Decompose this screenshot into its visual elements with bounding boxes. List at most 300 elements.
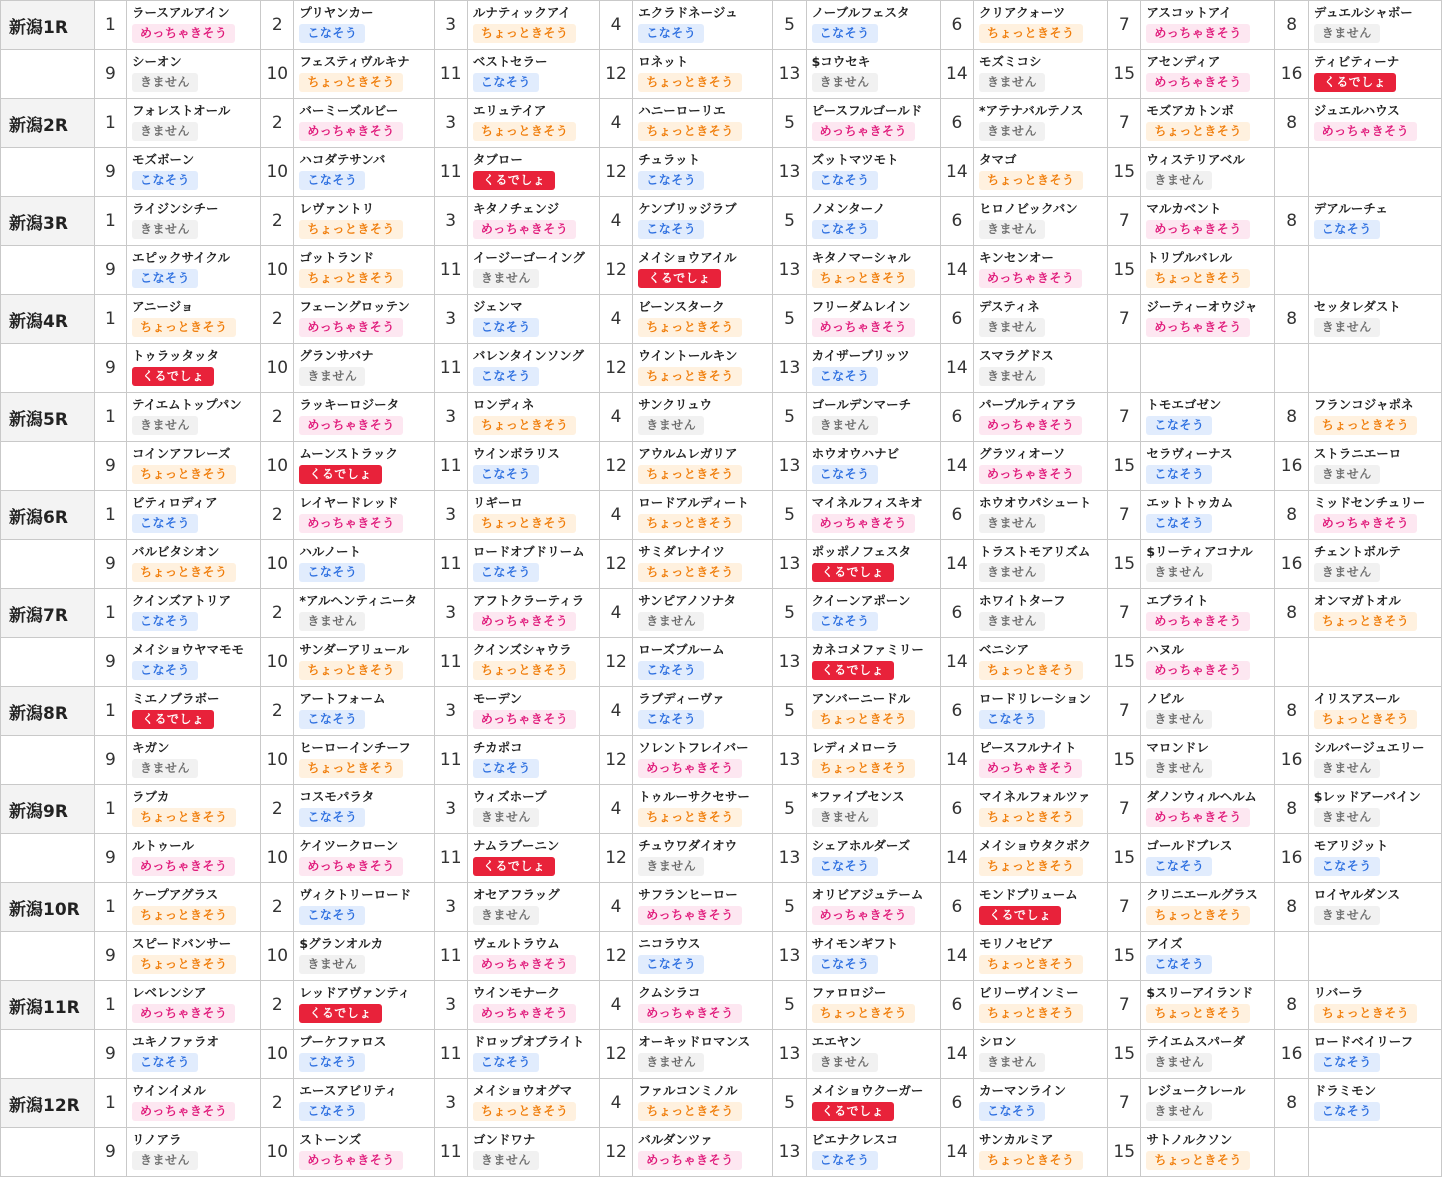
chotto-kisou-badge: ちょっときそう	[979, 171, 1083, 190]
horse-name: ユキノファラオ	[132, 1034, 220, 1049]
horse-cell	[806, 785, 940, 834]
horse-cell	[806, 1079, 940, 1128]
race-name: 新潟10R	[1, 883, 95, 932]
horse-cell	[973, 197, 1107, 246]
meccha-kisou-badge: めっちゃきそう	[638, 1151, 741, 1170]
race-row	[1, 148, 1442, 197]
chotto-kisou-badge: ちょっときそう	[812, 710, 916, 729]
kimasen-badge: きません	[979, 612, 1045, 631]
horse-number: 4	[599, 1079, 632, 1128]
kimasen-badge: きません	[132, 122, 198, 141]
race-name-blank	[1, 736, 95, 785]
horse-number: 14	[940, 834, 973, 883]
horse-cell	[806, 197, 940, 246]
horse-cell	[1308, 736, 1441, 785]
horse-name: デスティネ	[978, 299, 1040, 314]
chotto-kisou-badge: ちょっときそう	[638, 563, 742, 582]
horse-number: 3	[434, 393, 467, 442]
horse-cell	[467, 99, 599, 148]
horse-name: ハニーローリエ	[638, 103, 726, 118]
horse-name: ゴールデンマーチ	[811, 397, 912, 412]
chotto-kisou-badge: ちょっときそう	[1314, 416, 1418, 435]
konasou-badge: こなそう	[299, 563, 365, 582]
horse-cell	[806, 589, 940, 638]
meccha-kisou-badge: めっちゃきそう	[979, 759, 1082, 778]
horse-cell	[294, 393, 434, 442]
race-row	[1, 50, 1442, 99]
kimasen-badge: きません	[1146, 1053, 1212, 1072]
konasou-badge: こなそう	[473, 318, 539, 337]
race-row	[1, 1079, 1442, 1128]
horse-number: 9	[94, 1128, 126, 1177]
horse-name: ファロロジー	[811, 985, 887, 1000]
chotto-kisou-badge: ちょっときそう	[473, 24, 577, 43]
chotto-kisou-badge: ちょっときそう	[979, 808, 1083, 827]
horse-number: 3	[434, 687, 467, 736]
horse-number: 3	[434, 1, 467, 50]
kurudesho-badge: くるでしょ	[1314, 73, 1396, 92]
horse-name: ロンディネ	[472, 397, 535, 412]
horse-cell	[294, 589, 434, 638]
kimasen-badge: きません	[812, 73, 878, 92]
konasou-badge: こなそう	[979, 710, 1045, 729]
horse-name: チュラット	[638, 152, 701, 167]
horse-name: ブーケファロス	[299, 1034, 387, 1049]
horse-name: エクラドネージュ	[638, 5, 738, 20]
horse-name: デュエルシャボー	[1313, 5, 1413, 20]
horse-number: 1	[94, 785, 126, 834]
chotto-kisou-badge: ちょっときそう	[299, 661, 403, 680]
horse-number: 14	[940, 344, 973, 393]
horse-number: 13	[773, 344, 806, 393]
horse-number: 12	[599, 442, 632, 491]
chotto-kisou-badge: ちょっときそう	[1314, 710, 1418, 729]
horse-number: 10	[261, 50, 294, 99]
horse-number: 9	[94, 148, 126, 197]
horse-number: 8	[1275, 687, 1308, 736]
horse-name: セッタレダスト	[1313, 299, 1401, 314]
konasou-badge: こなそう	[473, 759, 539, 778]
race-row	[1, 834, 1442, 883]
horse-number	[1275, 148, 1308, 197]
horse-cell	[127, 1128, 261, 1177]
race-name: 新潟3R	[1, 197, 95, 246]
horse-name: $リーティアコナル	[1146, 544, 1253, 559]
horse-name: クリニエールグラス	[1146, 887, 1258, 902]
horse-name: ヒロノビックバン	[978, 201, 1078, 216]
horse-number: 5	[773, 589, 806, 638]
race-name-blank	[1, 148, 95, 197]
meccha-kisou-badge: めっちゃきそう	[812, 514, 915, 533]
horse-cell	[633, 197, 773, 246]
horse-number: 14	[940, 1030, 973, 1079]
horse-number: 11	[434, 932, 467, 981]
horse-cell	[633, 540, 773, 589]
horse-number: 6	[940, 295, 973, 344]
horse-cell	[467, 589, 599, 638]
horse-name: ベストセラー	[472, 54, 548, 69]
horse-cell	[127, 785, 261, 834]
chotto-kisou-badge: ちょっときそう	[638, 367, 742, 386]
horse-cell	[1141, 785, 1275, 834]
horse-name: レイヤードレッド	[299, 495, 399, 510]
horse-name: ミエノブラボー	[132, 691, 220, 706]
chotto-kisou-badge: ちょっときそう	[979, 1004, 1083, 1023]
horse-number: 14	[940, 736, 973, 785]
horse-cell	[467, 1079, 599, 1128]
horse-cell	[633, 1128, 773, 1177]
horse-cell	[1308, 785, 1441, 834]
horse-cell	[1308, 295, 1441, 344]
horse-number: 1	[94, 491, 126, 540]
horse-cell	[973, 638, 1107, 687]
horse-number: 13	[773, 50, 806, 99]
race-row	[1, 932, 1442, 981]
konasou-badge: こなそう	[132, 1053, 198, 1072]
konasou-badge: こなそう	[812, 220, 878, 239]
horse-name: メイショウアイル	[638, 250, 737, 265]
horse-number: 3	[434, 883, 467, 932]
horse-number: 1	[94, 1079, 126, 1128]
horse-number: 6	[940, 197, 973, 246]
horse-cell	[806, 883, 940, 932]
horse-name: ノビル	[1146, 691, 1184, 706]
horse-name: バルダンツァ	[638, 1132, 713, 1147]
horse-name: リギーロ	[472, 495, 523, 510]
horse-cell	[633, 834, 773, 883]
race-name-blank	[1, 246, 95, 295]
horse-name: リバーラ	[1313, 985, 1364, 1000]
horse-number: 3	[434, 1079, 467, 1128]
horse-name: ローズブルーム	[638, 642, 725, 657]
chotto-kisou-badge: ちょっときそう	[638, 808, 742, 827]
horse-cell	[127, 540, 261, 589]
horse-number: 10	[261, 246, 294, 295]
horse-name: ニコラウス	[638, 936, 701, 951]
race-name: 新潟5R	[1, 393, 95, 442]
horse-number: 1	[94, 393, 126, 442]
horse-cell	[1141, 1030, 1275, 1079]
horse-number: 7	[1108, 589, 1141, 638]
horse-name: イージーゴーイング	[472, 250, 585, 265]
horse-number: 4	[599, 393, 632, 442]
horse-name: マロンドレ	[1146, 740, 1209, 755]
horse-name: クインズシャウラ	[472, 642, 572, 657]
meccha-kisou-badge: めっちゃきそう	[132, 24, 235, 43]
horse-cell	[1141, 981, 1275, 1030]
horse-name: メイショウクーガー	[811, 1083, 924, 1098]
konasou-badge: こなそう	[812, 857, 878, 876]
horse-number: 10	[261, 736, 294, 785]
horse-name: デアルーチェ	[1313, 201, 1388, 216]
horse-number: 2	[261, 785, 294, 834]
horse-number: 5	[773, 785, 806, 834]
horse-number: 15	[1108, 50, 1141, 99]
horse-name: $グランオルカ	[299, 936, 384, 951]
horse-name: レベレンシア	[132, 985, 207, 1000]
horse-cell	[633, 246, 773, 295]
horse-name: ナムラブーニン	[472, 838, 560, 853]
horse-name: オーキッドロマンス	[638, 1034, 751, 1049]
horse-cell	[973, 99, 1107, 148]
horse-number: 12	[599, 1030, 632, 1079]
horse-name: ジェンマ	[472, 299, 523, 314]
race-row	[1, 246, 1442, 295]
horse-cell	[1141, 932, 1275, 981]
horse-name: *アテナバルテノス	[978, 103, 1084, 118]
race-row	[1, 540, 1442, 589]
horse-number: 4	[599, 295, 632, 344]
horse-name: サンクリュウ	[638, 397, 712, 412]
horse-cell	[467, 1128, 599, 1177]
kimasen-badge: きません	[473, 269, 539, 288]
konasou-badge: こなそう	[1146, 465, 1212, 484]
konasou-badge: こなそう	[132, 514, 198, 533]
kimasen-badge: きません	[1314, 24, 1380, 43]
horse-name: ノメンターノ	[811, 201, 886, 216]
horse-cell	[1308, 932, 1441, 981]
horse-cell	[294, 295, 434, 344]
horse-number: 5	[773, 981, 806, 1030]
horse-cell	[1308, 491, 1441, 540]
horse-number: 14	[940, 246, 973, 295]
horse-number: 6	[940, 883, 973, 932]
horse-cell	[294, 834, 434, 883]
horse-number: 9	[94, 834, 126, 883]
horse-cell	[1308, 589, 1441, 638]
horse-name: リノアラ	[132, 1132, 182, 1147]
kimasen-badge: きません	[1146, 1102, 1212, 1121]
horse-name: ウインボラリス	[472, 446, 560, 461]
chotto-kisou-badge: ちょっときそう	[638, 465, 742, 484]
horse-name: ヴェルトラウム	[472, 936, 560, 951]
race-name: 新潟2R	[1, 99, 95, 148]
horse-cell	[633, 442, 773, 491]
horse-name: サミダレナイツ	[638, 544, 725, 559]
horse-number: 2	[261, 1, 294, 50]
horse-name: レッドアヴァンティ	[299, 985, 411, 1000]
horse-cell	[1141, 246, 1275, 295]
horse-name: タマゴ	[978, 152, 1017, 167]
kimasen-badge: きません	[1314, 759, 1380, 778]
race-name: 新潟8R	[1, 687, 95, 736]
horse-number	[1275, 344, 1308, 393]
horse-number: 11	[434, 736, 467, 785]
horse-number: 10	[261, 1128, 294, 1177]
horse-cell	[294, 246, 434, 295]
horse-cell	[1141, 834, 1275, 883]
meccha-kisou-badge: めっちゃきそう	[1146, 612, 1249, 631]
horse-number: 13	[773, 540, 806, 589]
kimasen-badge: きません	[1314, 318, 1380, 337]
horse-cell	[633, 344, 773, 393]
horse-cell	[633, 638, 773, 687]
horse-cell	[1308, 981, 1441, 1030]
horse-number: 1	[94, 1, 126, 50]
horse-number: 13	[773, 736, 806, 785]
horse-name: バーミーズルビー	[299, 103, 399, 118]
horse-number: 8	[1275, 295, 1308, 344]
horse-name: グラツィオーソ	[978, 446, 1066, 461]
horse-name: ラースアルアイン	[132, 5, 230, 20]
horse-number: 6	[940, 981, 973, 1030]
horse-number	[1275, 932, 1308, 981]
horse-number: 13	[773, 442, 806, 491]
horse-number: 2	[261, 981, 294, 1030]
chotto-kisou-badge: ちょっときそう	[979, 1151, 1083, 1170]
chotto-kisou-badge: ちょっときそう	[1146, 906, 1250, 925]
kimasen-badge: きません	[812, 416, 878, 435]
race-name-blank	[1, 834, 95, 883]
meccha-kisou-badge: めっちゃきそう	[299, 857, 402, 876]
horse-number: 16	[1275, 540, 1308, 589]
chotto-kisou-badge: ちょっときそう	[132, 318, 236, 337]
meccha-kisou-badge: めっちゃきそう	[1314, 514, 1417, 533]
horse-number: 4	[599, 197, 632, 246]
horse-cell	[1308, 50, 1441, 99]
horse-number: 15	[1108, 1030, 1141, 1079]
horse-cell	[467, 295, 599, 344]
horse-cell	[294, 442, 434, 491]
horse-name: ウィステリアベル	[1146, 152, 1245, 167]
konasou-badge: こなそう	[1146, 857, 1212, 876]
horse-number: 9	[94, 1030, 126, 1079]
horse-number: 7	[1108, 1079, 1141, 1128]
horse-number: 7	[1108, 1, 1141, 50]
horse-number: 11	[434, 442, 467, 491]
horse-cell	[294, 197, 434, 246]
horse-name: クインズアトリア	[132, 593, 232, 608]
horse-cell	[127, 932, 261, 981]
horse-number: 1	[94, 99, 126, 148]
horse-number: 10	[261, 148, 294, 197]
horse-number: 7	[1108, 491, 1141, 540]
konasou-badge: こなそう	[638, 24, 704, 43]
horse-cell	[973, 589, 1107, 638]
horse-number: 8	[1275, 197, 1308, 246]
meccha-kisou-badge: めっちゃきそう	[1146, 24, 1249, 43]
horse-cell	[633, 1079, 773, 1128]
horse-number: 3	[434, 99, 467, 148]
horse-cell	[633, 981, 773, 1030]
kurudesho-badge: くるでしょ	[812, 661, 894, 680]
horse-name: エリュテイア	[472, 103, 547, 118]
meccha-kisou-badge: めっちゃきそう	[1146, 808, 1249, 827]
horse-number: 12	[599, 148, 632, 197]
horse-number: 3	[434, 589, 467, 638]
horse-cell	[633, 491, 773, 540]
horse-number: 15	[1108, 834, 1141, 883]
horse-cell	[973, 344, 1107, 393]
horse-number: 9	[94, 246, 126, 295]
konasou-badge: こなそう	[132, 171, 198, 190]
horse-name: キガン	[132, 740, 170, 755]
horse-number: 10	[261, 442, 294, 491]
race-row	[1, 687, 1442, 736]
horse-number: 4	[599, 99, 632, 148]
horse-cell	[806, 50, 940, 99]
race-row	[1, 785, 1442, 834]
horse-number: 8	[1275, 981, 1308, 1030]
kimasen-badge: きません	[132, 1151, 198, 1170]
horse-number: 7	[1108, 197, 1141, 246]
horse-name: ロードアルディート	[638, 495, 749, 510]
horse-cell	[973, 981, 1107, 1030]
horse-number: 9	[94, 736, 126, 785]
horse-number: 5	[773, 491, 806, 540]
horse-name: トゥラッタッタ	[132, 348, 219, 363]
horse-name: ウインイメル	[132, 1083, 206, 1098]
meccha-kisou-badge: めっちゃきそう	[473, 955, 576, 974]
horse-cell	[806, 932, 940, 981]
horse-number	[1275, 638, 1308, 687]
horse-name: モリノセピア	[978, 936, 1054, 951]
horse-number: 2	[261, 295, 294, 344]
horse-number: 8	[1275, 1079, 1308, 1128]
kimasen-badge: きません	[132, 220, 198, 239]
kurudesho-badge: くるでしょ	[812, 563, 894, 582]
race-row	[1, 883, 1442, 932]
horse-cell	[1141, 1, 1275, 50]
konasou-badge: こなそう	[1146, 955, 1212, 974]
horse-number: 10	[261, 540, 294, 589]
horse-cell	[806, 834, 940, 883]
horse-name: サトノルクソン	[1146, 1132, 1233, 1147]
chotto-kisou-badge: ちょっときそう	[979, 24, 1083, 43]
horse-number: 10	[261, 638, 294, 687]
horse-name: オンマガトオル	[1313, 593, 1401, 608]
horse-number: 6	[940, 687, 973, 736]
horse-name: ムーンストラック	[299, 446, 398, 461]
horse-name: オリビアジュテーム	[811, 887, 924, 902]
horse-name: ホワイトターフ	[978, 593, 1066, 608]
kimasen-badge: きません	[638, 1053, 704, 1072]
chotto-kisou-badge: ちょっときそう	[812, 269, 916, 288]
horse-number: 1	[94, 883, 126, 932]
horse-name: ロイヤルダンス	[1313, 887, 1400, 902]
meccha-kisou-badge: めっちゃきそう	[473, 612, 576, 631]
horse-name: レジュークレール	[1146, 1083, 1246, 1098]
kimasen-badge: きません	[132, 416, 198, 435]
horse-number: 11	[434, 540, 467, 589]
horse-name: *ファイブセンス	[811, 789, 905, 804]
horse-cell	[1308, 148, 1441, 197]
horse-name: ベニシア	[978, 642, 1029, 657]
horse-name: ビティロディア	[132, 495, 218, 510]
horse-number: 8	[1275, 393, 1308, 442]
horse-number: 12	[599, 344, 632, 393]
horse-name: トラストモアリズム	[978, 544, 1091, 559]
horse-number: 5	[773, 99, 806, 148]
horse-number: 15	[1108, 540, 1141, 589]
horse-cell	[1141, 687, 1275, 736]
horse-cell	[467, 197, 599, 246]
kimasen-badge: きません	[299, 955, 365, 974]
konasou-badge: こなそう	[979, 1102, 1045, 1121]
konasou-badge: こなそう	[1314, 857, 1380, 876]
horse-name: アンバーニードル	[811, 691, 911, 706]
horse-cell	[467, 246, 599, 295]
horse-cell	[294, 99, 434, 148]
kimasen-badge: きません	[1314, 465, 1380, 484]
horse-cell	[1308, 246, 1441, 295]
chotto-kisou-badge: ちょっときそう	[473, 661, 577, 680]
horse-number: 13	[773, 1128, 806, 1177]
horse-name: アイズ	[1146, 936, 1183, 951]
horse-name: イリスアスール	[1313, 691, 1400, 706]
horse-name: ロードオブドリーム	[472, 544, 585, 559]
horse-name: メイショウタクボク	[978, 838, 1091, 853]
